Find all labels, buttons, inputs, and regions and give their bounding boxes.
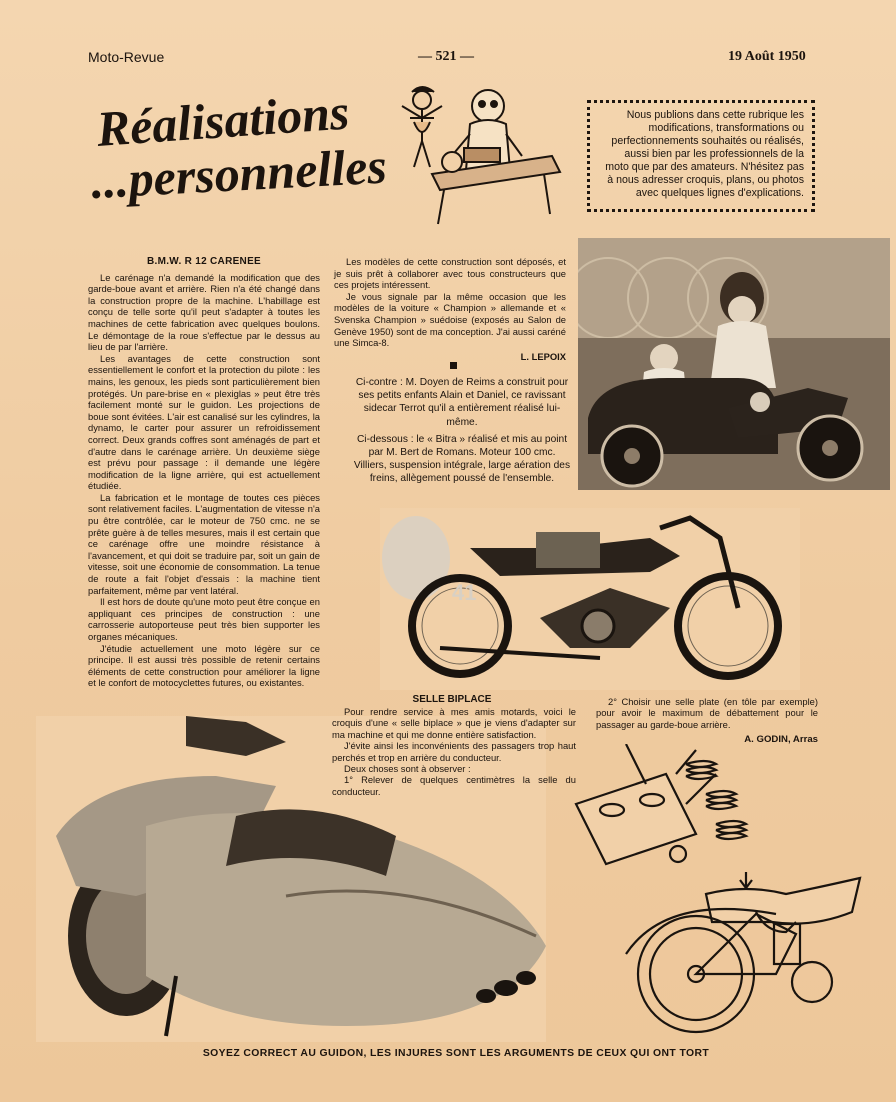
article-selle-column [332,706,576,797]
article-paragraph: Le carénage n'a demandé la modification que des garde-boue avant et arrière. Rien n'a été changé dans la construction propre de la machine. L'habillage est conçu de telle sorte qu'il peut s'adapter à toutes les machines de cette fabrication avec quelques boulons. Le démontage de la roue s'effectue par le dessus au lieu de par l'arrière. [88,271,320,353]
section-masthead [92,78,572,228]
article-paragraph: Il est hors de doute qu'une moto peut être conçue en appliquant ces principes de construction : une carrosserie autoporteuse peut très bien supporter les organes mécaniques. [88,596,320,642]
article-bmw-continuation [334,256,566,362]
section-bullet [450,362,457,369]
race-number-plate: 41 [452,580,477,605]
caption-sidecar: Ci-contre : M. Doyen de Reims a construit pour ses petits enfants Alain et Daniel, ce ravissant sidecar Terrot qu'il a entièrement réalisé lui-même. [355,377,569,428]
article-paragraph: 1° Relever de quelques centimètres la selle du conducteur. [332,774,576,797]
masthead-title-line1: Réalisations [94,83,351,157]
article-paragraph: 2° Choisir une selle plate (en tôle par exemple) pour avoir le maximum de débattement pour le passager au garde-boue arrière. [596,696,818,730]
article-selle-title: SELLE BIPLACE [412,694,492,705]
masthead-title-line2: ...personnelles [92,137,389,209]
sketch-dual-seat [566,744,862,1038]
masthead-illustration [92,78,572,228]
article-paragraph: Deux choses sont à observer : [344,763,471,775]
photo-sidecar-children [578,238,890,490]
rubric-notice-box: Nous publions dans cette rubrique les modifications, transformations ou perfectionnements souhaités ou réalisés, aussi bien par les professionnels de la moto que par des amateurs. N'hésitez pas à nous adresser croquis, plans, ou photos avec quelques lignes d'explications. [587,100,815,212]
article-paragraph: Les modèles de cette construction sont déposés, et je suis prêt à collaborer avec tous constructeurs que ces projets intéressent. [334,256,566,291]
article-selle-signature: A. GODIN, Arras [744,734,818,745]
article-paragraph: J'étudie actuellement une moto légère sur ce principe. Il est aussi très possible de retenir certains éléments de cette construction pour améliorer la ligne et le confort de motocyclettes futures, ou existantes. [88,642,320,689]
article-bmw-signature: L. LEPOIX [520,350,566,362]
cartoon-workbench [432,148,560,224]
caption-bitra: Ci-dessous : le « Bitra » réalisé et mis au point par M. Bert de Romans. Moteur 100 cmc. Villiers, suspension intégrale, large aération des freins, allègement poussé de l'ensemble. [353,433,571,485]
article-paragraph: Pour rendre service à mes amis motards, voici le croquis d'une « selle biplace » que je viens d'adapter sur ma machine et qui me donne entière satisfaction. [332,706,576,740]
page-number: — 521 — [418,49,474,64]
cartoon-woman [402,87,442,167]
article-bmw-title: B.M.W. R 12 CARENEE [146,256,262,267]
article-paragraph: Les avantages de cette construction sont essentiellement le confort et la protection du pilote : les mains, les genoux, les pieds sont particulièrement bien protégés. Un pare-brise en « plexiglas » peut être très facilement monté sur le guidon. Les projections de boue sont évitées. L'air est canalisé sur les cylindres, la dynamo, le carter pour assurer un refroidissement correct. Deux grands coffres sont aménagés de part et d'autre dans le carénage arrière. Un deuxième siège est prévu pour passage : il demande une légère modification de la ligne arrière, qui est actuellement étudiée. [88,352,320,492]
article-paragraph: Je vous signale par la même occasion que les modèles de la voiture « Champion » allemande et « Svenska Champion » suédoise (exposés au Salon de Genève 1950) sont de ma conception. J'ai aussi caréné une Simca-8. [334,290,566,349]
issue-date: 19 Août 1950 [728,49,806,64]
article-selle-right [596,696,818,730]
photo-bitra-motorcycle [380,508,800,690]
article-paragraph: La fabrication et le montage de toutes ces pièces sont relativement faciles. L'augmentation de vitesse n'a pu être contrôlée, car le moteur de 750 cmc. ne se prête guère à de telles mesures, mais il est certain que ce carénage offre une moindre résistance à l'avancement, et qui doit se traduire par, soit un gain de vitesse, soit une économie de consommation. La tenue de route a fait l'objet d'essais : la machine tient parfaitement, même par vent latéral. [88,491,320,596]
footer-slogan: SOYEZ CORRECT AU GUIDON, LES INJURES SONT LES ARGUMENTS DE CEUX QUI ONT TORT [202,1048,710,1059]
article-bmw-column [88,256,320,689]
article-paragraph: J'évite ainsi les inconvénients des passagers trop haut perchés et trop en arrière du conducteur. [332,740,576,763]
photo-captions [352,376,572,490]
magazine-name: Moto-Revue [88,49,165,65]
